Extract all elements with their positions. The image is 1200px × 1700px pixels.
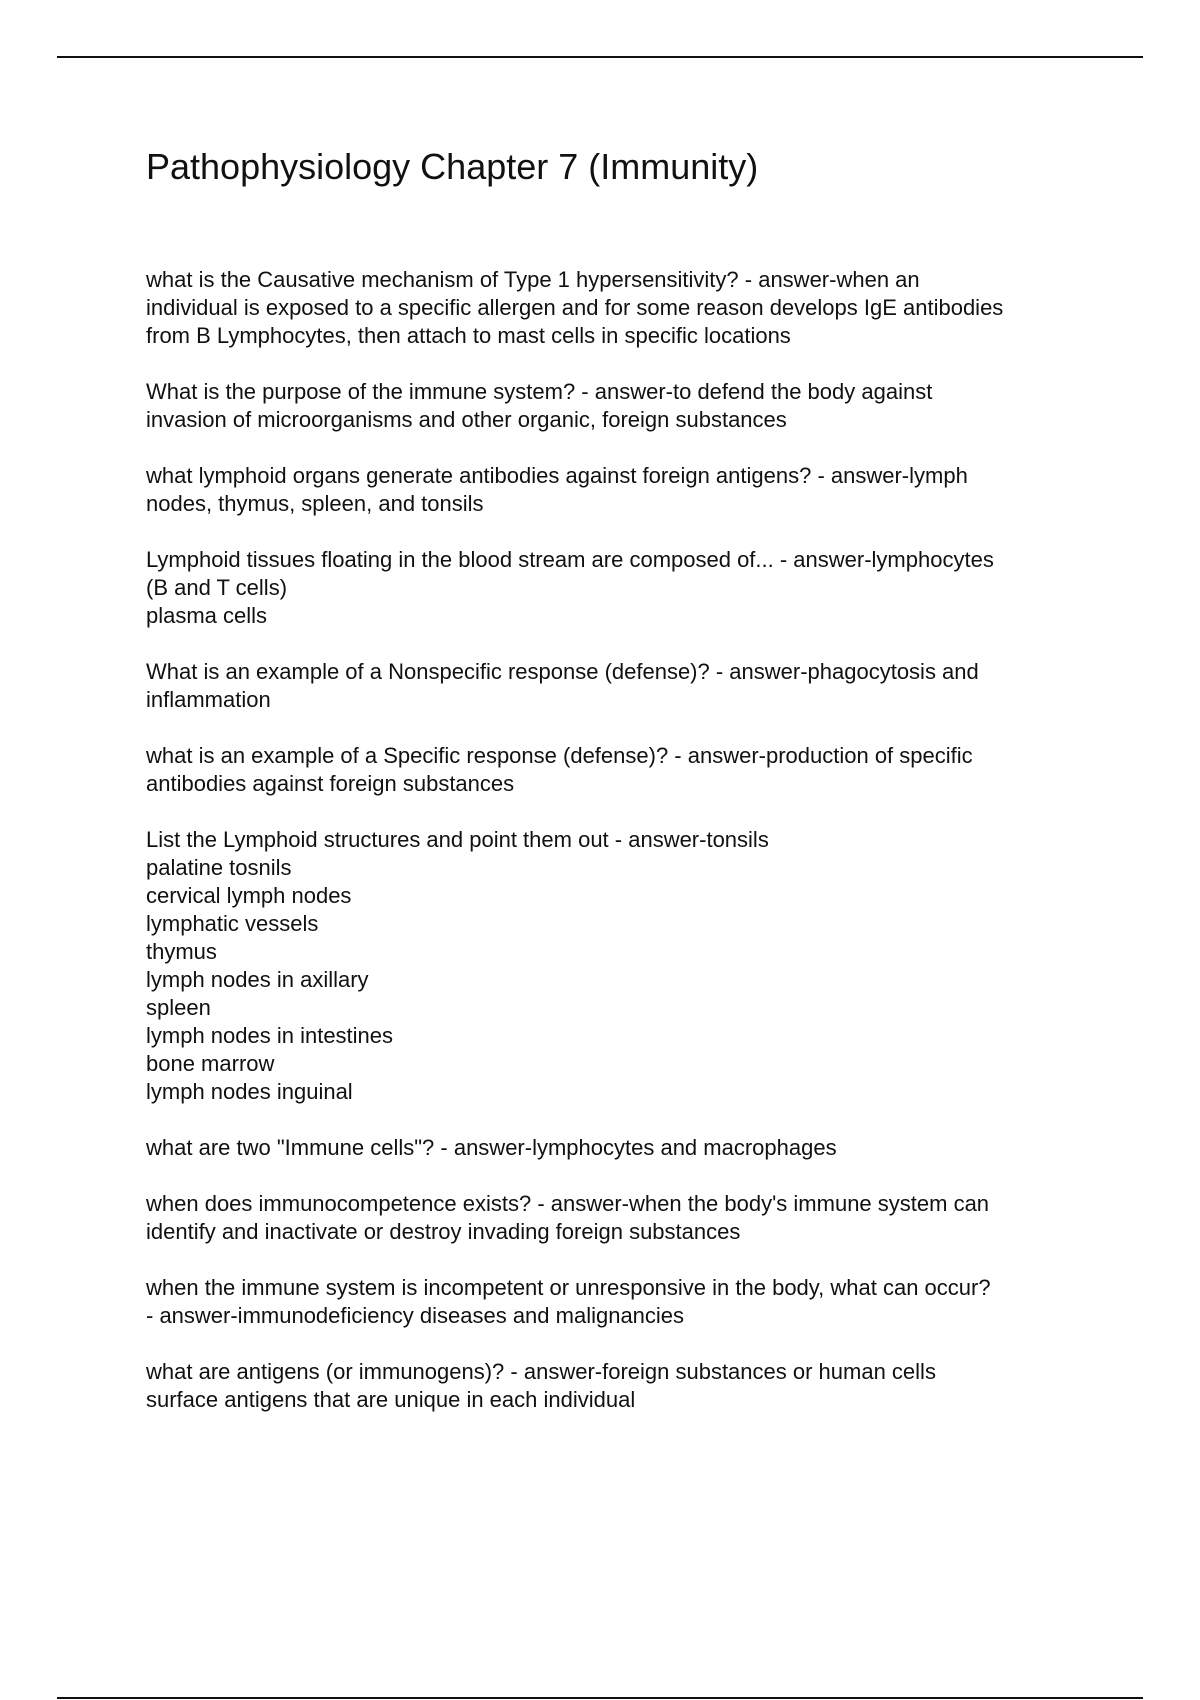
qa-entry xyxy=(146,1274,1106,1330)
qa-entry xyxy=(146,266,1106,350)
qa-line: thymus xyxy=(146,939,217,964)
qa-line: plasma cells xyxy=(146,603,268,628)
qa-line: What is the purpose of the immune system? - answer-to defend the body against xyxy=(146,379,933,404)
qa-line: bone marrow xyxy=(146,1051,275,1076)
qa-entry xyxy=(146,826,1106,1106)
qa-list xyxy=(146,266,1106,1442)
qa-line: nodes, thymus, spleen, and tonsils xyxy=(146,491,484,516)
qa-line: - answer-immunodeficiency diseases and malignancies xyxy=(146,1303,685,1328)
qa-line: What is an example of a Nonspecific response (defense)? - answer-phagocytosis and xyxy=(146,659,979,684)
qa-line: when does immunocompetence exists? - answer-when the body's immune system can xyxy=(146,1191,990,1216)
qa-line: lymphatic vessels xyxy=(146,911,319,936)
qa-line: Lymphoid tissues floating in the blood stream are composed of... - answer-lymphocytes xyxy=(146,547,994,572)
qa-line: what is an example of a Specific response (defense)? - answer-production of specific xyxy=(146,743,973,768)
qa-line: individual is exposed to a specific allergen and for some reason develops IgE antibodies xyxy=(146,295,1004,320)
qa-line: what are two "Immune cells"? - answer-lymphocytes and macrophages xyxy=(146,1135,837,1160)
qa-line: what is the Causative mechanism of Type 1 hypersensitivity? - answer-when an xyxy=(146,267,920,292)
qa-line: (B and T cells) xyxy=(146,575,288,600)
qa-entry xyxy=(146,1134,1106,1162)
top-rule xyxy=(57,56,1143,58)
qa-line: lymph nodes inguinal xyxy=(146,1079,353,1104)
bottom-rule xyxy=(57,1697,1143,1699)
qa-line: when the immune system is incompetent or unresponsive in the body, what can occur? xyxy=(146,1275,991,1300)
qa-line: what lymphoid organs generate antibodies against foreign antigens? - answer-lymph xyxy=(146,463,968,488)
qa-entry xyxy=(146,462,1106,518)
qa-entry xyxy=(146,1190,1106,1246)
qa-line: palatine tosnils xyxy=(146,855,292,880)
qa-entry xyxy=(146,1358,1106,1414)
qa-line: antibodies against foreign substances xyxy=(146,771,515,796)
qa-line: List the Lymphoid structures and point them out - answer-tonsils xyxy=(146,827,769,852)
qa-line: identify and inactivate or destroy invading foreign substances xyxy=(146,1219,741,1244)
qa-entry xyxy=(146,658,1106,714)
qa-line: invasion of microorganisms and other organic, foreign substances xyxy=(146,407,787,432)
qa-line: what are antigens (or immunogens)? - answer-foreign substances or human cells xyxy=(146,1359,936,1384)
qa-line: surface antigens that are unique in each individual xyxy=(146,1387,636,1412)
qa-line: lymph nodes in axillary xyxy=(146,967,369,992)
qa-line: cervical lymph nodes xyxy=(146,883,352,908)
qa-line: inflammation xyxy=(146,687,271,712)
qa-entry xyxy=(146,378,1106,434)
qa-entry xyxy=(146,742,1106,798)
qa-line: lymph nodes in intestines xyxy=(146,1023,394,1048)
page-title: Pathophysiology Chapter 7 (Immunity) xyxy=(146,146,759,187)
qa-entry xyxy=(146,546,1106,630)
qa-line: spleen xyxy=(146,995,211,1020)
qa-line: from B Lymphocytes, then attach to mast cells in specific locations xyxy=(146,323,791,348)
